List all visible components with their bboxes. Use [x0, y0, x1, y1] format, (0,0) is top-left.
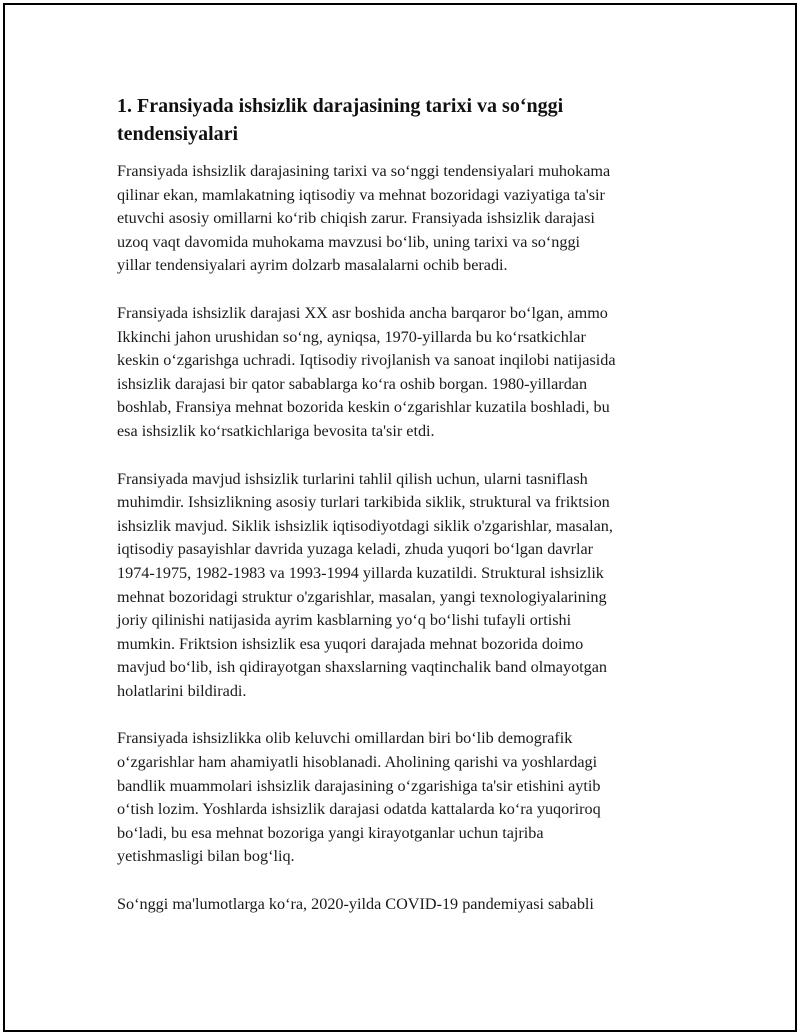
- paragraph-2: [117, 302, 683, 444]
- text-line: holatlarini bildiradi.: [117, 681, 247, 700]
- text-line: mehnat bozoridagi struktur o'zgarishlar, masalan, yangi texnologiyalarining: [117, 587, 607, 606]
- document-body: [117, 92, 683, 941]
- text-line: Fransiyada mavjud ishsizlik turlarini tahlil qilish uchun, ularni tasniflash: [117, 469, 588, 488]
- heading-line: tendensiyalari: [117, 123, 239, 145]
- paragraph-5: [117, 893, 683, 917]
- heading-line: 1. Fransiyada ishsizlik darajasining tarixi va so‘nggi: [117, 95, 564, 117]
- text-line: ishsizlik mavjud. Siklik ishsizlik iqtisodiyotdagi siklik o'zgarishlar, masalan,: [117, 516, 613, 535]
- text-line: uzoq vaqt davomida muhokama mavzusi bo‘lib, uning tarixi va so‘nggi: [117, 232, 581, 251]
- text-line: bo‘ladi, bu esa mehnat bozoriga yangi kirayotganlar uchun tajriba: [117, 823, 544, 842]
- text-line: qilinar ekan, mamlakatning iqtisodiy va mehnat bozoridagi vaziyatiga ta'sir: [117, 185, 605, 204]
- text-line: esa ishsizlik ko‘rsatkichlariga bevosita ta'sir etdi.: [117, 421, 435, 440]
- text-line: joriy qilinishi natijasida ayrim kasblarning yo‘q bo‘lishi tufayli ortishi: [117, 611, 572, 630]
- paragraph-3: [117, 468, 683, 704]
- text-line: mavjud bo‘lib, ish qidirayotgan shaxslarning vaqtinchalik band olmayotgan: [117, 658, 608, 677]
- text-line: yillar tendensiyalari ayrim dolzarb masalalarni ochib beradi.: [117, 256, 508, 275]
- text-line: 1974-1975, 1982-1983 va 1993-1994 yillarda kuzatildi. Struktural ishsizlik: [117, 563, 604, 582]
- text-line: yetishmasligi bilan bog‘liq.: [117, 847, 295, 866]
- text-line: keskin o‘zgarishga uchradi. Iqtisodiy rivojlanish va sanoat inqilobi natijasida: [117, 351, 616, 370]
- text-line: boshlab, Fransiya mehnat bozorida keskin o‘zgarishlar kuzatila boshladi, bu: [117, 398, 610, 417]
- text-line: Fransiyada ishsizlikka olib keluvchi omillardan biri bo‘lib demografik: [117, 729, 573, 748]
- text-line: o‘tish lozim. Yoshlarda ishsizlik darajasi odatda kattalarda ko‘ra yuqoriroq: [117, 800, 601, 819]
- text-line: Ikkinchi jahon urushidan so‘ng, ayniqsa, 1970-yillarda bu ko‘rsatkichlar: [117, 327, 586, 346]
- text-line: mumkin. Friktsion ishsizlik esa yuqori darajada mehnat bozorida doimo: [117, 634, 584, 653]
- text-line: Fransiyada ishsizlik darajasi XX asr boshida ancha barqaror bo‘lgan, ammo: [117, 303, 608, 322]
- text-line: muhimdir. Ishsizlikning asosiy turlari tarkibida siklik, struktural va friktsion: [117, 493, 610, 512]
- paragraph-4: [117, 727, 683, 869]
- text-line: bandlik muammolari ishsizlik darajasining o‘zgarishiga ta'sir etishini aytib: [117, 776, 601, 795]
- section-heading: [117, 92, 683, 148]
- text-line: ishsizlik darajasi bir qator sabablarga ko‘ra oshib borgan. 1980-yillardan: [117, 374, 588, 393]
- text-line: o‘zgarishlar ham ahamiyatli hisoblanadi. Aholining qarishi va yoshlardagi: [117, 753, 598, 772]
- text-line: So‘nggi ma'lumotlarga ko‘ra, 2020-yilda COVID-19 pandemiyasi sababli: [117, 895, 594, 914]
- paragraph-1: [117, 160, 683, 278]
- text-line: iqtisodiy pasayishlar davrida yuzaga keladi, zhuda yuqori bo‘lgan davrlar: [117, 540, 594, 559]
- text-line: Fransiyada ishsizlik darajasining tarixi va so‘nggi tendensiyalari muhokama: [117, 162, 611, 180]
- text-line: etuvchi asosiy omillarni ko‘rib chiqish zarur. Fransiyada ishsizlik darajasi: [117, 209, 595, 228]
